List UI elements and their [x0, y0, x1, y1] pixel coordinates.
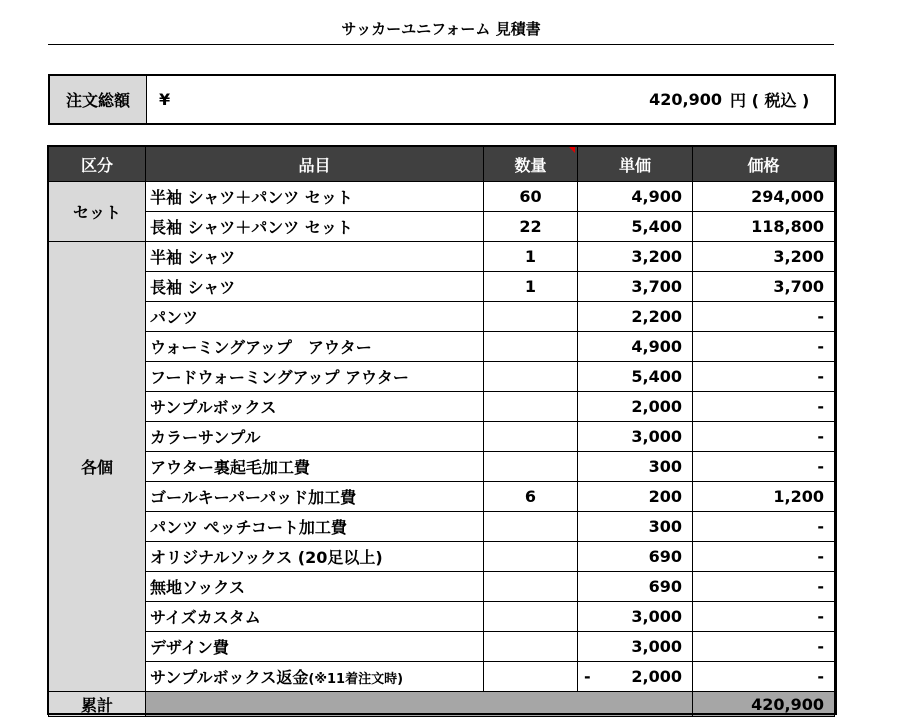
quantity-cell[interactable] [484, 662, 578, 692]
price-cell[interactable]: 3,700 [693, 272, 835, 302]
item-name: サンプルボックス返金 [150, 668, 309, 687]
item-name-note: (※11着注文時) [308, 672, 404, 687]
order-total-amount-cell[interactable] [219, 76, 730, 123]
quantity-cell[interactable] [484, 422, 578, 452]
summary-empty-cell[interactable] [146, 692, 693, 717]
item-name-cell[interactable]: 半袖 シャツ [146, 242, 484, 272]
price-cell[interactable]: - [693, 632, 835, 662]
table-row [49, 602, 835, 632]
table-row [49, 272, 835, 302]
unit-price-cell[interactable]: 4,900 [578, 182, 693, 212]
item-name-cell[interactable]: パンツ [146, 302, 484, 332]
item-name-cell[interactable]: 無地ソックス [146, 572, 484, 602]
unit-price-cell[interactable]: 3,000 [578, 422, 693, 452]
price-cell[interactable]: 3,200 [693, 242, 835, 272]
summary-label[interactable]: 累計 [49, 692, 146, 717]
table-row [49, 512, 835, 542]
item-name-cell[interactable]: オリジナルソックス (20足以上) [146, 542, 484, 572]
table-row [49, 482, 835, 512]
table-row [49, 392, 835, 422]
table-row [49, 542, 835, 572]
unit-price-cell[interactable]: 2,000 [578, 392, 693, 422]
table-row [49, 572, 835, 602]
header-category[interactable]: 区分 [49, 147, 146, 182]
item-name-cell[interactable]: アウター裏起毛加工費 [146, 452, 484, 482]
quantity-cell[interactable] [484, 632, 578, 662]
unit-price-cell[interactable]: 4,900 [578, 332, 693, 362]
price-cell[interactable]: - [693, 452, 835, 482]
table-row [49, 332, 835, 362]
unit-price-cell[interactable]: 3,200 [578, 242, 693, 272]
quantity-cell[interactable] [484, 452, 578, 482]
quantity-cell[interactable]: 1 [484, 242, 578, 272]
price-cell[interactable]: 294,000 [693, 182, 835, 212]
order-total-amount: 420,900 [649, 90, 722, 109]
summary-price[interactable]: 420,900 [693, 692, 835, 717]
price-cell[interactable]: - [693, 512, 835, 542]
price-cell[interactable]: - [693, 662, 835, 692]
price-cell[interactable]: - [693, 422, 835, 452]
quantity-cell[interactable] [484, 542, 578, 572]
unit-price-cell[interactable]: 300 [578, 512, 693, 542]
item-name-cell[interactable]: 長袖 シャツ＋パンツ セット [146, 212, 484, 242]
unit-price-cell[interactable]: 2,200 [578, 302, 693, 332]
document-title: サッカーユニフォーム 見積書 [341, 20, 541, 38]
estimate-table [48, 146, 835, 717]
price-cell[interactable]: - [693, 542, 835, 572]
table-row [49, 662, 835, 692]
quantity-cell[interactable] [484, 602, 578, 632]
item-name-cell[interactable]: ウォーミングアップ アウター [146, 332, 484, 362]
negative-sign: - [584, 667, 591, 686]
item-name-cell[interactable]: カラーサンプル [146, 422, 484, 452]
price-cell[interactable]: - [693, 302, 835, 332]
header-quantity[interactable]: 数量 [484, 147, 578, 182]
item-name-cell[interactable]: 半袖 シャツ＋パンツ セット [146, 182, 484, 212]
item-name-cell[interactable]: フードウォーミングアップ アウター [146, 362, 484, 392]
unit-price-cell[interactable]: 300 [578, 452, 693, 482]
item-name-cell[interactable]: デザイン費 [146, 632, 484, 662]
unit-price-cell[interactable]: 3,000 [578, 602, 693, 632]
item-name-cell[interactable] [146, 662, 484, 692]
comment-indicator-icon[interactable] [569, 147, 575, 153]
order-total-unit: 円 ( 税込 ) [730, 91, 810, 110]
unit-price-cell[interactable]: 3,000 [578, 632, 693, 662]
price-cell[interactable]: 118,800 [693, 212, 835, 242]
price-cell[interactable]: - [693, 362, 835, 392]
category-cell-set[interactable]: セット [49, 182, 146, 242]
quantity-cell[interactable] [484, 572, 578, 602]
table-row [49, 242, 835, 272]
header-price[interactable]: 価格 [693, 147, 835, 182]
item-name-cell[interactable]: サンプルボックス [146, 392, 484, 422]
unit-price-cell[interactable]: 690 [578, 572, 693, 602]
category-cell-individual[interactable]: 各個 [49, 242, 146, 692]
quantity-cell[interactable] [484, 362, 578, 392]
item-name-cell[interactable]: ゴールキーパーパッド加工費 [146, 482, 484, 512]
quantity-cell[interactable]: 1 [484, 272, 578, 302]
unit-price-cell[interactable]: 5,400 [578, 362, 693, 392]
table-row [49, 212, 835, 242]
table-row [49, 452, 835, 482]
price-cell[interactable]: - [693, 392, 835, 422]
quantity-cell[interactable] [484, 302, 578, 332]
unit-price-cell[interactable]: 3,700 [578, 272, 693, 302]
unit-price-cell[interactable] [578, 662, 693, 692]
item-name-cell[interactable]: パンツ ぺッチコート加工費 [146, 512, 484, 542]
quantity-cell[interactable]: 60 [484, 182, 578, 212]
header-item[interactable]: 品目 [146, 147, 484, 182]
title-underline [48, 44, 834, 45]
unit-price-cell[interactable]: 690 [578, 542, 693, 572]
table-row [49, 362, 835, 392]
price-cell[interactable]: - [693, 572, 835, 602]
price-cell[interactable]: - [693, 602, 835, 632]
table-row [49, 182, 835, 212]
unit-price-cell[interactable]: 5,400 [578, 212, 693, 242]
unit-price-value: 2,000 [631, 667, 682, 686]
header-unit-price[interactable]: 単価 [578, 147, 693, 182]
item-name-cell[interactable]: サイズカスタム [146, 602, 484, 632]
order-total-label: 注文総額 [50, 76, 147, 123]
quantity-cell[interactable] [484, 392, 578, 422]
table-row [49, 632, 835, 662]
quantity-cell[interactable] [484, 332, 578, 362]
quantity-cell[interactable]: 22 [484, 212, 578, 242]
price-cell[interactable]: - [693, 332, 835, 362]
table-row [49, 422, 835, 452]
table-row [49, 302, 835, 332]
yen-symbol: ¥ [159, 90, 171, 109]
item-name-cell[interactable]: 長袖 シャツ [146, 272, 484, 302]
order-total-box [48, 74, 836, 125]
quantity-cell[interactable] [484, 512, 578, 542]
price-cell[interactable]: 1,200 [693, 482, 835, 512]
quantity-cell[interactable]: 6 [484, 482, 578, 512]
table-header-row [49, 147, 835, 182]
unit-price-cell[interactable]: 200 [578, 482, 693, 512]
summary-row [49, 692, 835, 717]
